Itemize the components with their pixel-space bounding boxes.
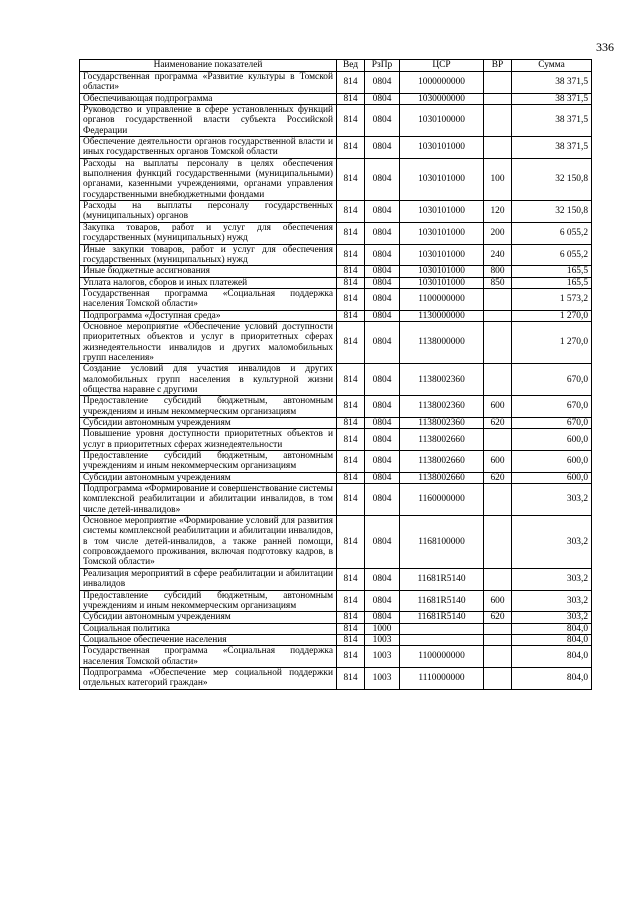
row-rzpr: 0804 <box>365 72 400 94</box>
row-rzpr: 0804 <box>365 105 400 137</box>
row-ved: 814 <box>337 667 365 689</box>
row-name: Иные бюджетные ассигнования <box>80 266 337 277</box>
table-row <box>80 288 592 310</box>
table-row <box>80 201 592 223</box>
row-ved: 814 <box>337 590 365 612</box>
row-sum: 804,0 <box>512 634 592 645</box>
row-vr: 620 <box>484 612 512 623</box>
row-vr <box>484 364 512 396</box>
row-sum: 600,0 <box>512 451 592 473</box>
table-row <box>80 667 592 689</box>
row-rzpr: 1003 <box>365 634 400 645</box>
row-rzpr: 0804 <box>365 201 400 223</box>
row-ved: 814 <box>337 288 365 310</box>
row-vr <box>484 137 512 159</box>
row-vr: 600 <box>484 396 512 418</box>
row-rzpr: 0804 <box>365 277 400 288</box>
row-sum: 804,0 <box>512 623 592 634</box>
table-row <box>80 568 592 590</box>
row-ved: 814 <box>337 646 365 668</box>
row-name: Обеспечивающая подпрограмма <box>80 93 337 104</box>
row-name: Создание условий для участия инвалидов и других маломобильных групп населения в культурной жизни общества наравне с другими <box>80 364 337 396</box>
row-ved: 814 <box>337 484 365 516</box>
header-name: Наименование показателей <box>80 60 337 72</box>
row-ved: 814 <box>337 321 365 363</box>
row-name: Подпрограмма «Обеспечение мер социальной поддержки отдельных категорий граждан» <box>80 667 337 689</box>
row-name: Государственная программа «Развитие культуры в Томской области» <box>80 72 337 94</box>
row-rzpr: 0804 <box>365 321 400 363</box>
table-row <box>80 105 592 137</box>
row-sum: 1 270,0 <box>512 310 592 321</box>
row-csr: 1030101000 <box>400 201 484 223</box>
row-name: Уплата налогов, сборов и иных платежей <box>80 277 337 288</box>
row-name: Иные закупки товаров, работ и услуг для обеспечения государственных (муниципальных) нужд <box>80 244 337 266</box>
row-sum: 670,0 <box>512 396 592 418</box>
row-vr: 620 <box>484 472 512 483</box>
row-csr: 1130000000 <box>400 310 484 321</box>
row-csr: 11681R5140 <box>400 612 484 623</box>
row-ved: 814 <box>337 222 365 244</box>
row-vr <box>484 105 512 137</box>
table-row <box>80 137 592 159</box>
row-csr: 1138002660 <box>400 451 484 473</box>
row-sum: 1 573,2 <box>512 288 592 310</box>
row-sum: 804,0 <box>512 667 592 689</box>
table-row <box>80 646 592 668</box>
row-sum: 804,0 <box>512 646 592 668</box>
row-name: Руководство и управление в сфере установленных функций органов государственной власти субъекта Российской Федерации <box>80 105 337 137</box>
row-csr: 11681R5140 <box>400 568 484 590</box>
row-csr: 1000000000 <box>400 72 484 94</box>
row-sum: 303,2 <box>512 590 592 612</box>
row-sum: 303,2 <box>512 484 592 516</box>
row-rzpr: 0804 <box>365 244 400 266</box>
row-name: Основное мероприятие «Обеспечение условий доступности приоритетных объектов и услуг в приоритетных сферах жизнедеятельности инвалидов и других маломобильных групп населения» <box>80 321 337 363</box>
row-rzpr: 0804 <box>365 93 400 104</box>
row-name: Субсидии автономным учреждениям <box>80 472 337 483</box>
row-ved: 814 <box>337 93 365 104</box>
table-row <box>80 222 592 244</box>
row-vr: 600 <box>484 590 512 612</box>
row-vr: 850 <box>484 277 512 288</box>
row-ved: 814 <box>337 516 365 569</box>
row-csr: 1160000000 <box>400 484 484 516</box>
row-vr <box>484 484 512 516</box>
table-row <box>80 72 592 94</box>
row-ved: 814 <box>337 623 365 634</box>
row-sum: 165,5 <box>512 277 592 288</box>
row-rzpr: 0804 <box>365 516 400 569</box>
row-csr: 1138002360 <box>400 396 484 418</box>
row-rzpr: 0804 <box>365 396 400 418</box>
header-rzpr: РзПр <box>365 60 400 72</box>
row-rzpr: 0804 <box>365 364 400 396</box>
row-ved: 814 <box>337 105 365 137</box>
row-sum: 38 371,5 <box>512 105 592 137</box>
table-row <box>80 418 592 429</box>
header-csr: ЦСР <box>400 60 484 72</box>
row-sum: 38 371,5 <box>512 72 592 94</box>
row-vr: 600 <box>484 451 512 473</box>
row-ved: 814 <box>337 137 365 159</box>
table-row <box>80 244 592 266</box>
table-row <box>80 484 592 516</box>
row-rzpr: 0804 <box>365 451 400 473</box>
row-csr <box>400 623 484 634</box>
row-csr: 1138002360 <box>400 418 484 429</box>
row-name: Реализация мероприятий в сфере реабилитации и абилитации инвалидов <box>80 568 337 590</box>
row-rzpr: 0804 <box>365 158 400 200</box>
row-sum: 6 055,2 <box>512 244 592 266</box>
row-vr: 240 <box>484 244 512 266</box>
row-ved: 814 <box>337 472 365 483</box>
row-vr: 120 <box>484 201 512 223</box>
table-row <box>80 277 592 288</box>
row-rzpr: 0804 <box>365 310 400 321</box>
row-name: Предоставление субсидий бюджетным, автономным учреждениям и иным некоммерческим организациям <box>80 590 337 612</box>
row-vr <box>484 93 512 104</box>
row-name: Подпрограмма «Формирование и совершенствование системы комплексной реабилитации и абилитации инвалидов, в том числе детей-инвалидов» <box>80 484 337 516</box>
row-vr <box>484 429 512 451</box>
table-row <box>80 321 592 363</box>
row-sum: 303,2 <box>512 612 592 623</box>
row-vr <box>484 667 512 689</box>
row-csr: 11681R5140 <box>400 590 484 612</box>
row-csr: 1030101000 <box>400 266 484 277</box>
row-ved: 814 <box>337 634 365 645</box>
table-row <box>80 429 592 451</box>
row-name: Субсидии автономным учреждениям <box>80 612 337 623</box>
row-name: Подпрограмма «Доступная среда» <box>80 310 337 321</box>
row-ved: 814 <box>337 364 365 396</box>
table-row <box>80 158 592 200</box>
row-rzpr: 1003 <box>365 667 400 689</box>
row-csr: 1030101000 <box>400 158 484 200</box>
row-csr: 1030101000 <box>400 277 484 288</box>
table-row <box>80 266 592 277</box>
row-ved: 814 <box>337 451 365 473</box>
row-name: Государственная программа «Социальная поддержка населения Томской области» <box>80 646 337 668</box>
row-csr: 1030101000 <box>400 222 484 244</box>
table-row <box>80 396 592 418</box>
row-sum: 303,2 <box>512 516 592 569</box>
row-rzpr: 0804 <box>365 137 400 159</box>
row-csr: 1100000000 <box>400 646 484 668</box>
row-rzpr: 0804 <box>365 590 400 612</box>
row-ved: 814 <box>337 158 365 200</box>
table-row <box>80 612 592 623</box>
row-vr <box>484 568 512 590</box>
row-vr <box>484 72 512 94</box>
row-name: Государственная программа «Социальная поддержка населения Томской области» <box>80 288 337 310</box>
row-csr: 1110000000 <box>400 667 484 689</box>
row-csr: 1138002660 <box>400 472 484 483</box>
row-name: Предоставление субсидий бюджетным, автономным учреждениям и иным некоммерческим организациям <box>80 451 337 473</box>
row-vr <box>484 310 512 321</box>
row-sum: 303,2 <box>512 568 592 590</box>
row-csr: 1138002360 <box>400 364 484 396</box>
row-name: Закупка товаров, работ и услуг для обеспечения государственных (муниципальных) нужд <box>80 222 337 244</box>
row-csr: 1030101000 <box>400 137 484 159</box>
row-rzpr: 0804 <box>365 418 400 429</box>
table-row <box>80 472 592 483</box>
row-sum: 6 055,2 <box>512 222 592 244</box>
row-sum: 670,0 <box>512 364 592 396</box>
row-csr: 1168100000 <box>400 516 484 569</box>
row-vr: 620 <box>484 418 512 429</box>
row-sum: 38 371,5 <box>512 93 592 104</box>
row-name: Социальная политика <box>80 623 337 634</box>
table-row <box>80 93 592 104</box>
row-name: Расходы на выплаты персоналу в целях обеспечения выполнения функций государственными (муниципальными) органами, казенными учреждениями, органами управления государственными внебюджетными фондами <box>80 158 337 200</box>
row-rzpr: 0804 <box>365 222 400 244</box>
row-ved: 814 <box>337 72 365 94</box>
row-name: Обеспечение деятельности органов государственной власти и иных государственных органов Томской области <box>80 137 337 159</box>
row-vr: 100 <box>484 158 512 200</box>
row-sum: 32 150,8 <box>512 158 592 200</box>
row-rzpr: 0804 <box>365 568 400 590</box>
row-sum: 1 270,0 <box>512 321 592 363</box>
row-vr <box>484 516 512 569</box>
row-ved: 814 <box>337 310 365 321</box>
row-rzpr: 0804 <box>365 429 400 451</box>
row-vr <box>484 288 512 310</box>
row-ved: 814 <box>337 396 365 418</box>
row-csr: 1138000000 <box>400 321 484 363</box>
row-ved: 814 <box>337 201 365 223</box>
row-rzpr: 0804 <box>365 612 400 623</box>
row-rzpr: 1000 <box>365 623 400 634</box>
row-ved: 814 <box>337 429 365 451</box>
row-csr <box>400 634 484 645</box>
row-sum: 38 371,5 <box>512 137 592 159</box>
budget-table <box>79 59 592 690</box>
header-ved: Вед <box>337 60 365 72</box>
row-sum: 165,5 <box>512 266 592 277</box>
table-row <box>80 516 592 569</box>
row-name: Социальное обеспечение населения <box>80 634 337 645</box>
row-ved: 814 <box>337 277 365 288</box>
row-vr: 800 <box>484 266 512 277</box>
row-csr: 1030000000 <box>400 93 484 104</box>
table-row <box>80 451 592 473</box>
row-rzpr: 0804 <box>365 266 400 277</box>
row-sum: 670,0 <box>512 418 592 429</box>
row-vr <box>484 623 512 634</box>
table-row <box>80 623 592 634</box>
row-csr: 1138002660 <box>400 429 484 451</box>
row-sum: 32 150,8 <box>512 201 592 223</box>
row-sum: 600,0 <box>512 472 592 483</box>
row-rzpr: 0804 <box>365 484 400 516</box>
table-row <box>80 310 592 321</box>
table-row <box>80 634 592 645</box>
row-vr <box>484 646 512 668</box>
row-csr: 1030100000 <box>400 105 484 137</box>
header-sum: Сумма <box>512 60 592 72</box>
row-name: Предоставление субсидий бюджетным, автономным учреждениям и иным некоммерческим организациям <box>80 396 337 418</box>
row-vr <box>484 634 512 645</box>
row-name: Субсидии автономным учреждениям <box>80 418 337 429</box>
row-vr: 200 <box>484 222 512 244</box>
row-name: Повышение уровня доступности приоритетных объектов и услуг в приоритетных сферах жизнедеятельности <box>80 429 337 451</box>
row-csr: 1100000000 <box>400 288 484 310</box>
row-csr: 1030101000 <box>400 244 484 266</box>
row-vr <box>484 321 512 363</box>
header-vr: ВР <box>484 60 512 72</box>
row-ved: 814 <box>337 244 365 266</box>
row-ved: 814 <box>337 266 365 277</box>
row-name: Расходы на выплаты персоналу государственных (муниципальных) органов <box>80 201 337 223</box>
table-row <box>80 364 592 396</box>
table-header-row <box>80 60 592 72</box>
page-number: 336 <box>596 40 614 54</box>
row-ved: 814 <box>337 568 365 590</box>
row-rzpr: 0804 <box>365 472 400 483</box>
table-row <box>80 590 592 612</box>
row-name: Основное мероприятие «Формирование условий для развития системы комплексной реабилитации и абилитации инвалидов, в том числе детей-инвалидов, а также ранней помощи, сопровождаемого проживания, включая подготовку кадров, в Томской области» <box>80 516 337 569</box>
row-rzpr: 1003 <box>365 646 400 668</box>
row-sum: 600,0 <box>512 429 592 451</box>
row-ved: 814 <box>337 418 365 429</box>
row-rzpr: 0804 <box>365 288 400 310</box>
row-ved: 814 <box>337 612 365 623</box>
